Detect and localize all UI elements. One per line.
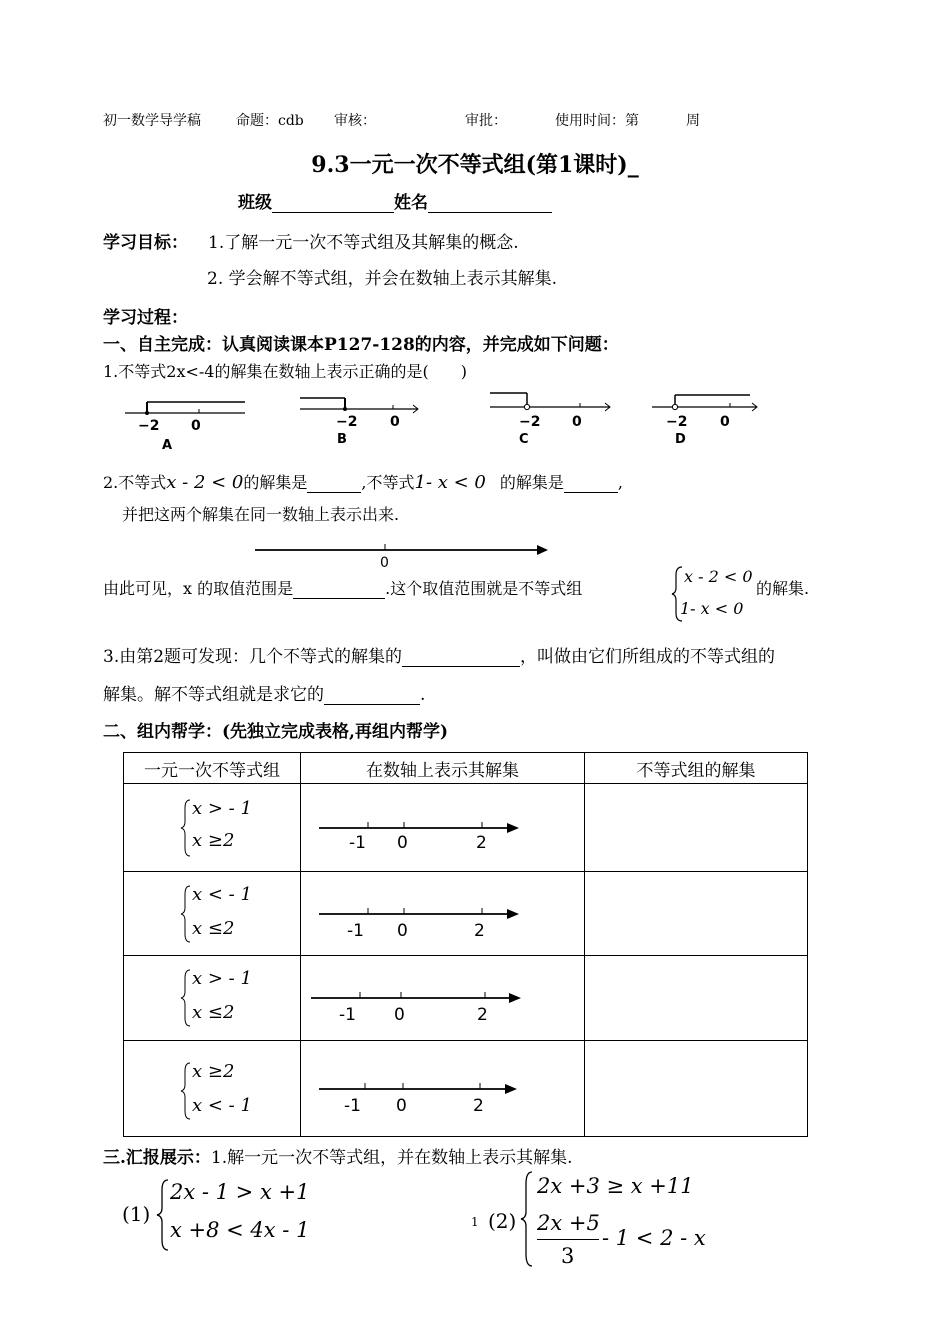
tick-label: 0 [397,833,408,853]
option-a-num1: −2 [138,418,160,434]
tick-label: -1 [349,833,366,853]
header-subject: 初一数学导学稿 [103,113,201,129]
q2-system-line1: x - 2 < 0 [684,567,753,586]
q2-text-a: 2.不等式 [103,473,167,492]
goals-label: 学习目标： [103,233,188,253]
option-c[interactable] [490,393,610,447]
option-number-lines [100,385,800,455]
tick-label: -1 [339,1005,356,1024]
problem-1-line1: 2x - 1 > x +1 [170,1180,310,1204]
name-label: 姓名 [394,193,428,213]
q3-blank-1[interactable] [402,648,520,667]
q2-conclusion-b: .这个取值范围就是不等式组 [385,579,583,598]
option-a[interactable] [125,402,245,453]
class-field [238,188,552,213]
problem-1-line2: x +8 < 4x - 1 [170,1218,310,1242]
question-3-line2 [103,680,425,705]
row-ineq-2: x ≤2 [192,1002,235,1023]
section1-heading: 一、自主完成：认真阅读课本P127-128的内容，并完成如下问题： [103,335,619,355]
solution-cell[interactable] [585,956,808,1041]
q2-conclusion-c: 的解集. [756,579,810,598]
solution-cell[interactable] [585,872,808,956]
section3-heading: 三.汇报展示： [103,1148,211,1168]
system-cell [124,872,301,956]
row-ineq-1: x > - 1 [192,798,252,819]
question-3 [103,642,775,667]
q2-axis-zero: 0 [380,555,389,571]
row-ineq-1: x > - 1 [192,968,252,989]
table-row [124,784,808,872]
number-line-cell[interactable] [301,1041,585,1137]
row-ineq-2: x < - 1 [192,1095,252,1116]
q2-range-blank[interactable] [293,580,385,599]
problem-1-label: (1) [122,1202,151,1226]
header-time: 使用时间：第 [555,113,639,129]
problem-2-prefix: 1 [471,1215,479,1229]
option-c-num2: 0 [572,414,582,430]
question-2 [103,470,623,493]
option-c-letter: C [519,432,529,447]
tick-label: 0 [394,1005,405,1024]
q2-conclusion [103,576,582,599]
tick-label: -1 [344,1096,361,1115]
option-d-letter: D [675,432,686,447]
q2-system-line2: 1- x < 0 [680,599,744,618]
q3-text-c: 解集。解不等式组就是求它的 [103,685,324,705]
column-header: 在数轴上表示其解集 [301,753,585,784]
solution-cell[interactable] [585,784,808,872]
option-d[interactable] [652,395,757,447]
problem-1-brace [155,1178,171,1252]
problem-2-line1: 2x +3 ≥ x +11 [537,1174,694,1198]
q2-text-d: 的解集是 [499,473,564,492]
question-2-line2: 并把这两个解集在同一数轴上表示出来. [122,505,400,524]
number-line-cell[interactable] [301,956,585,1041]
system-cell [124,956,301,1041]
tick-label: 0 [397,921,408,940]
row-ineq-1: x < - 1 [192,884,252,905]
q3-text-d: . [420,685,426,705]
process-label: 学习过程： [103,308,188,328]
row-ineq-2: x ≤2 [192,918,235,939]
q2-conclusion-a: 由此可见，x 的取值范围是 [103,579,294,598]
problem-2-fraction-den: 3 [561,1244,575,1268]
option-c-num1: −2 [519,414,541,430]
q3-text-a: 3.由第2题可发现：几个不等式的解集的 [103,647,403,667]
table-row [124,872,808,956]
question-1: 1.不等式2x<-4的解集在数轴上表示正确的是( ) [103,362,467,381]
q2-blank-1[interactable] [307,474,361,493]
q2-text-c: ,不等式 [361,473,415,492]
q2-blank-2[interactable] [564,474,618,493]
problem-2-fraction-num: 2x +5 [537,1211,600,1235]
goal-item-2: 2. 学会解不等式组，并会在数轴上表示其解集. [207,269,558,289]
name-blank[interactable] [428,194,552,213]
q2-ineq-2: 1- x < 0 [414,472,486,493]
row-ineq-2: x ≥2 [192,830,235,851]
problem-2-rest: - 1 < 2 - x [602,1226,706,1250]
tick-label: 2 [476,833,487,853]
goal-item-1: 1.了解一元一次不等式组及其解集的概念. [208,233,519,253]
q2-number-line [250,540,560,572]
q3-text-b: ，叫做由它们所组成的不等式组的 [520,647,776,667]
table-row [124,1041,808,1137]
tick-label: 2 [477,1005,488,1024]
system-cell [124,1041,301,1137]
page-title: 9.3一元一次不等式组(第1课时)_ [311,152,639,178]
q2-text-e: , [617,473,623,492]
problem-2-brace [519,1170,535,1268]
q3-blank-2[interactable] [324,686,420,705]
option-b-num2: 0 [390,414,400,430]
option-b-num1: −2 [336,414,358,430]
header-reviewer: 审核： [334,113,376,129]
system-cell [124,784,301,872]
header-approver: 审批： [465,113,507,129]
section3-line [103,1143,573,1168]
tick-label: -1 [347,921,364,940]
column-header: 一元一次不等式组 [124,753,301,784]
practice-table [123,752,808,1137]
table-row [124,956,808,1041]
q2-text-b: 的解集是 [243,473,308,492]
column-header: 不等式组的解集 [585,753,808,784]
row-ineq-1: x ≥2 [192,1061,235,1082]
section2-heading: 二、组内帮学：(先独立完成表格,再组内帮学) [103,722,449,742]
tick-label: 2 [473,1096,484,1115]
number-line-cell[interactable] [301,784,585,872]
option-a-num2: 0 [191,418,201,434]
option-d-num2: 0 [720,414,730,430]
section3-task: 1.解一元一次不等式组，并在数轴上表示其解集. [210,1148,573,1168]
option-b-letter: B [337,432,347,447]
tick-label: 2 [474,921,485,940]
header-week: 周 [686,113,700,129]
option-d-num1: −2 [666,414,688,430]
option-a-letter: A [162,438,173,453]
number-line-cell[interactable] [301,872,585,956]
table-header-row [124,753,808,784]
header-author: 命题：cdb [236,113,304,129]
q2-ineq-1: x - 2 < 0 [166,472,244,493]
class-blank[interactable] [272,194,394,213]
problem-2-label: (2) [488,1209,517,1233]
fraction-bar [537,1239,599,1240]
option-b[interactable] [300,398,418,447]
class-label: 班级 [238,193,272,213]
solution-cell[interactable] [585,1041,808,1137]
tick-label: 0 [396,1096,407,1115]
